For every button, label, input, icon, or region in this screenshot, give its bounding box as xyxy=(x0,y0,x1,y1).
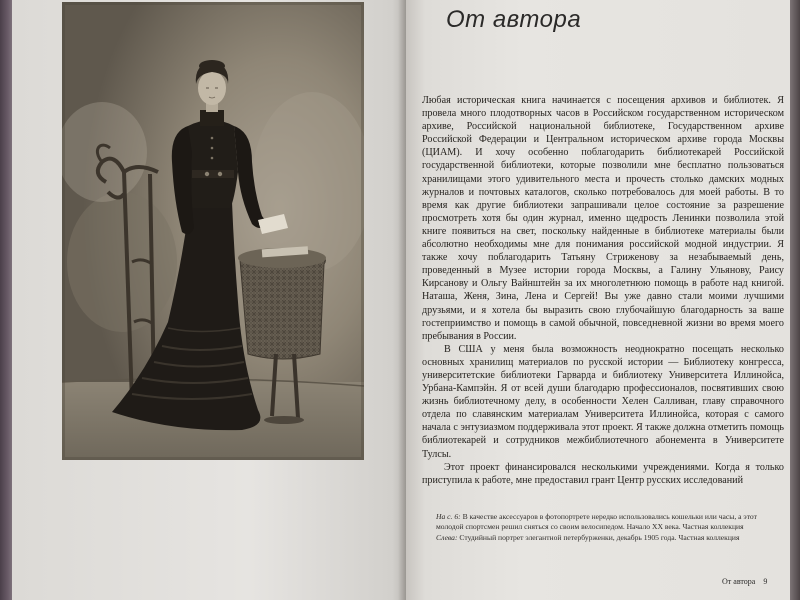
paragraph-3: Этот проект финансировался несколькими учреждениями. Когда я только приступила к работе, мне предоставил грант Центр русских исследований xyxy=(422,461,784,486)
page-folio xyxy=(722,577,775,586)
caption-label: На с. 6: xyxy=(436,512,461,521)
left-page xyxy=(12,0,408,600)
photo-caption-page-6 xyxy=(436,512,776,532)
book-cover-edge-right xyxy=(790,0,800,600)
chapter-title: От автора xyxy=(446,6,582,33)
caption-text: В качестве аксессуаров в фотопортрете нередко использовались кошельки или часы, а этот молодой спортсмен решил сняться со своим велосипедом. Начало XX века. Частная коллекция xyxy=(436,512,757,531)
caption-text: Студийный портрет элегантной петербурженки, декабрь 1905 года. Частная коллекция xyxy=(459,533,740,542)
running-footer-label: От автора xyxy=(722,577,756,586)
page-number: 9 xyxy=(763,577,768,586)
paragraph-2: В США у меня была возможность неоднократно посещать несколько основных хранилищ материалов по русской истории — Библиотеку конгресса, университетские библиотеки Гарварда и библиотеку Университета Иллинойса, Урбана-Кампэйн. Я от всей души благодарю профессионалов, посвятивших свою жизнь библиотечному делу, в особенности Хелен Салливан, главу справочного отдела по славянским материалам Университета Иллинойса, которая с самого начала с энтузиазмом поддерживала этот проект. Я также должна отметить помощь библиотекарей и сотрудников межбиблиотечного абонемента в Университете Тулсы. xyxy=(422,343,784,460)
caption-label: Слева: xyxy=(436,533,458,542)
portrait-photo-illustration xyxy=(62,2,364,460)
portrait-photograph xyxy=(62,2,364,460)
paragraph-1: Любая историческая книга начинается с посещения архивов и библиотек. Я провела много плодотворных часов в Российском государственном историческом архиве, Российской национальной библиотеке, Государственном архиве Российской Федерации и Центральном историческом архиве города Москвы (ЦИАМ). И хочу особенно поблагодарить библиотекарей Российской государственной библиотеки, которые позволили мне бесплатно пользоваться хранилищами этого удивительного места и прочесть столько дамских модных журналов и почтовых каталогов, сколько потребовалось для моей работы. В то время как другие библиотеки запрашивали целое состояние за разрешение просмотреть хотя бы один журнал, именно щедрость Ленинки позволила этой книге появиться на свет, поскольку найденные в библиотеке материалы были абсолютно необходимы мне для понимания российской модной индустрии. Я также хочу поблагодарить Татьяну Стриженову за незабываемый день, проведенный в Музее истории города Москвы, а Галину Ульянову, Раису Кирсанову и Ольгу Вайнштейн за их многолетнюю помощь в работе над книгой. Наташа, Женя, Зина, Лена и Сергей! Вы уже давно стали моими лучшими друзьями, и я хотела бы выразить свою глубочайшую благодарность за ваше гостеприимство и помощь в самой обычной, повседневной жизни во время моего пребывания в России. xyxy=(422,95,784,342)
photo-caption-left xyxy=(436,533,776,543)
chapter-body xyxy=(422,94,784,487)
